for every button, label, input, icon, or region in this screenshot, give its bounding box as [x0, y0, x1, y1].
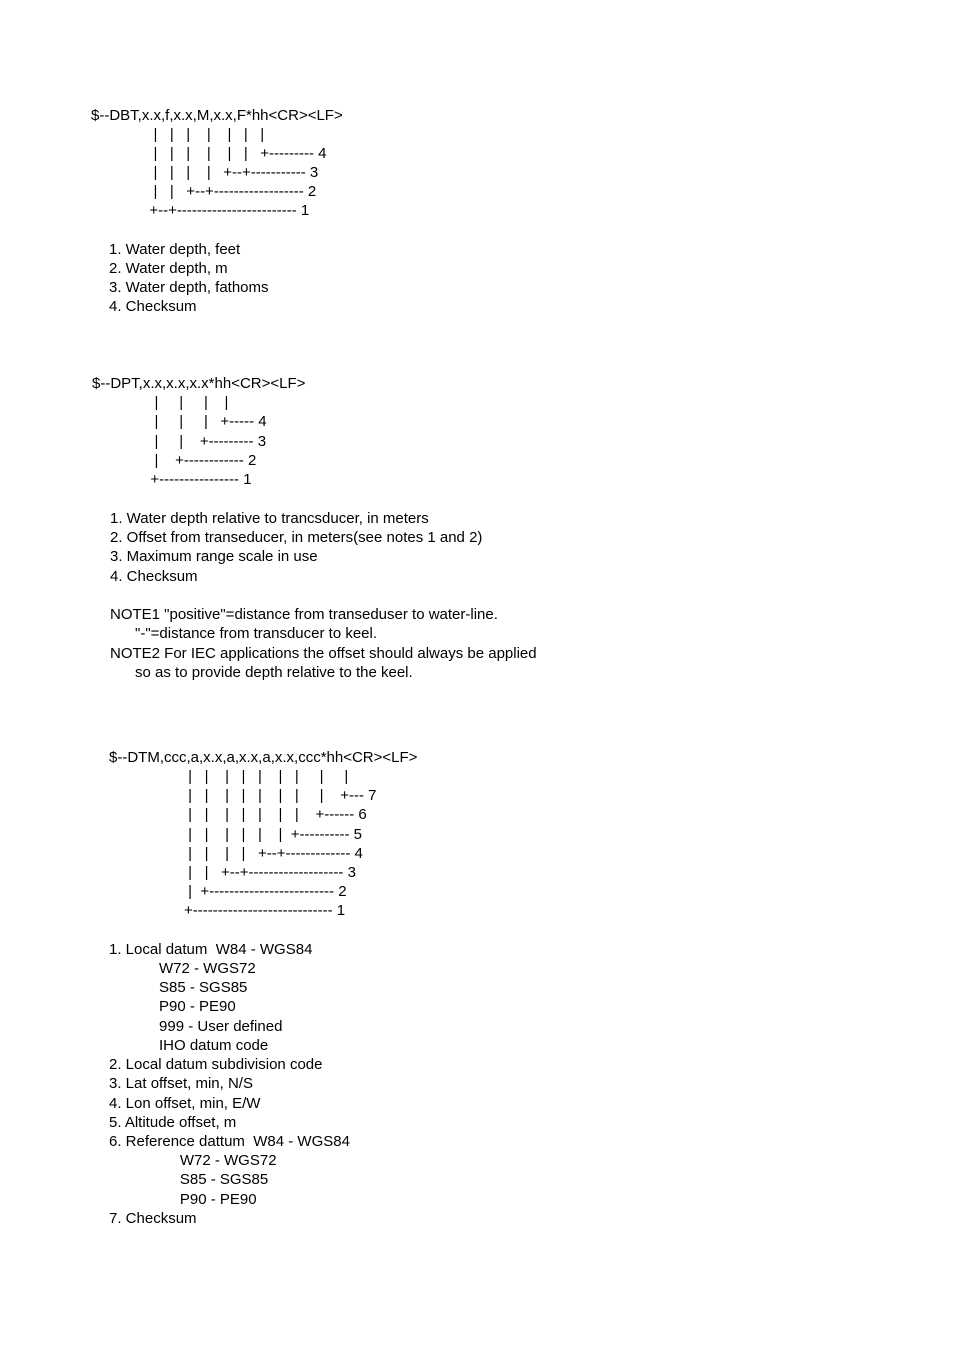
- dtm-field-item: 4. Lon offset, min, E/W: [109, 1095, 261, 1112]
- dtm-diagram-line: | | | | +--+------------- 4: [109, 845, 363, 862]
- dtm-diagram-line: | | | | | | | | +--- 7: [109, 787, 377, 804]
- dbt-diagram-line: +--+------------------------ 1: [91, 202, 310, 219]
- dpt-field-item: 1. Water depth relative to trancsducer, in meters: [110, 510, 429, 527]
- dpt-diagram-line: | | | +----- 4: [92, 413, 267, 430]
- dtm-field-item: 7. Checksum: [109, 1210, 197, 1227]
- dpt-field-item: 4. Checksum: [110, 568, 198, 585]
- dpt-note: NOTE2 For IEC applications the offset should always be applied: [110, 645, 537, 662]
- dbt-field-item: 3. Water depth, fathoms: [109, 279, 269, 296]
- dtm-diagram-line: +---------------------------- 1: [109, 902, 346, 919]
- dtm-field-subitem: W72 - WGS72: [109, 960, 256, 977]
- dpt-note: so as to provide depth relative to the keel.: [110, 664, 413, 681]
- dbt-diagram-line: | | | | | | +--------- 4: [91, 145, 327, 162]
- dpt-diagram-line: | +------------ 2: [92, 452, 257, 469]
- dpt-note: "-"=distance from transducer to keel.: [110, 625, 378, 642]
- dbt-diagram-line: | | | | | | |: [91, 126, 265, 143]
- dbt-diagram-line: | | +--+------------------ 2: [91, 183, 317, 200]
- dpt-sentence: $--DPT,x.x,x.x,x.x*hh<CR><LF>: [92, 375, 306, 392]
- dtm-field-subitem: 999 - User defined: [109, 1018, 283, 1035]
- dtm-field-subitem: IHO datum code: [109, 1037, 269, 1054]
- dtm-field-item: 6. Reference dattum W84 - WGS84: [109, 1133, 350, 1150]
- dbt-field-item: 2. Water depth, m: [109, 260, 228, 277]
- dpt-diagram-line: | | +--------- 3: [92, 433, 267, 450]
- dbt-sentence: $--DBT,x.x,f,x.x,M,x.x,F*hh<CR><LF>: [91, 107, 343, 124]
- dbt-diagram-line: | | | | +--+----------- 3: [91, 164, 319, 181]
- dtm-sentence: $--DTM,ccc,a,x.x,a,x.x,a,x.x,ccc*hh<CR><LF>: [109, 749, 418, 766]
- dpt-field-item: 2. Offset from transeducer, in meters(see notes 1 and 2): [110, 529, 483, 546]
- dpt-diagram-line: +---------------- 1: [92, 471, 252, 488]
- dtm-field-item: 1. Local datum W84 - WGS84: [109, 941, 313, 958]
- dtm-field-item: 5. Altitude offset, m: [109, 1114, 237, 1131]
- dtm-field-subitem: W72 - WGS72: [109, 1152, 277, 1169]
- dpt-diagram-line: | | | |: [92, 394, 229, 411]
- dtm-field-subitem: P90 - PE90: [109, 1191, 257, 1208]
- dpt-field-item: 3. Maximum range scale in use: [110, 548, 318, 565]
- dtm-diagram-line: | +------------------------- 2: [109, 883, 347, 900]
- dtm-field-subitem: S85 - SGS85: [109, 979, 248, 996]
- dtm-diagram-line: | | | | | | | | |: [109, 768, 349, 785]
- dbt-field-item: 1. Water depth, feet: [109, 241, 241, 258]
- dtm-field-item: 3. Lat offset, min, N/S: [109, 1075, 253, 1092]
- dtm-diagram-line: | | | | | | | +------ 6: [109, 806, 367, 823]
- dpt-note: NOTE1 "positive"=distance from transeduser to water-line.: [110, 606, 498, 623]
- dtm-diagram-line: | | | | | | +---------- 5: [109, 826, 362, 843]
- dtm-field-subitem: P90 - PE90: [109, 998, 236, 1015]
- dbt-field-item: 4. Checksum: [109, 298, 197, 315]
- dtm-diagram-line: | | +--+------------------- 3: [109, 864, 356, 881]
- dtm-field-item: 2. Local datum subdivision code: [109, 1056, 323, 1073]
- dtm-field-subitem: S85 - SGS85: [109, 1171, 269, 1188]
